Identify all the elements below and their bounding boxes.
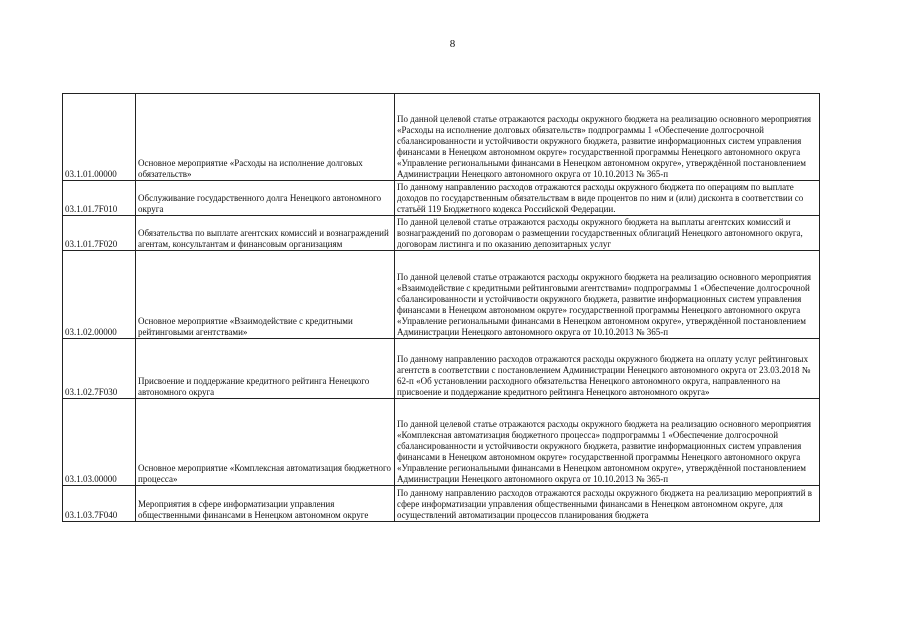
table-row bbox=[63, 486, 820, 522]
row-name: Обязательства по выплате агентских комиссий и вознаграждений агентам, консультантам и финансовым организациям bbox=[136, 216, 395, 251]
table-row bbox=[63, 339, 820, 399]
page-number: 8 bbox=[449, 38, 456, 50]
row-name: Основное мероприятие «Комплексная автоматизация бюджетного процесса» bbox=[136, 399, 395, 486]
row-description: По данной целевой статье отражаются расходы окружного бюджета на реализацию основного мероприятия «Комплексная автоматизация бюджетного процесса» подпрограммы 1 «Обеспечение долгосрочной сбалансированности и устойчивости окружного бюджета, развитие информационных систем управления финансами в Ненецком автономном округе» государственной программы Ненецкого автономного округа «Управление региональными финансами в Ненецком автономном округе», утверждённой постановлением Администрации Ненецкого автономного округа от 10.10.2013 № 365-п bbox=[395, 399, 820, 486]
row-description: По данной целевой статье отражаются расходы окружного бюджета на реализацию основного мероприятия «Взаимодействие с кредитными рейтинговыми агентствами» подпрограммы 1 «Обеспечение долгосрочной сбалансированности и устойчивости окружного бюджета, развитие информационных систем управления финансами в Ненецком автономном округе» государственной программы Ненецкого автономного округа «Управление региональными финансами в Ненецком автономном округе», утверждённой постановлением Администрации Ненецкого автономного округа от 10.10.2013 № 365-п bbox=[395, 251, 820, 339]
row-code: 03.1.02.7F030 bbox=[63, 339, 136, 399]
row-description: По данной целевой статье отражаются расходы окружного бюджета на выплаты агентских комиссий и вознаграждений по договорам о размещении государственных облигаций Ненецкого автономного округа, договорам листинга и по оказанию депозитарных услуг bbox=[395, 216, 820, 251]
table-row bbox=[63, 399, 820, 486]
row-description: По данному направлению расходов отражаются расходы окружного бюджета на реализацию мероприятий в сфере информатизации управления общественными финансами в Ненецком автономном округе, для осуществлений автоматизации процессов планирования бюджета bbox=[395, 486, 820, 522]
row-description: По данной целевой статье отражаются расходы окружного бюджета на реализацию основного мероприятия «Расходы на исполнение долговых обязательств» подпрограммы 1 «Обеспечение долгосрочной сбалансированности и устойчивости окружного бюджета, развитие информационных систем управления финансами в Ненецком автономном округе» государственной программы Ненецкого автономного округа «Управление региональными финансами в Ненецком автономном округе», утверждённой постановлением Администрации Ненецкого автономного округа от 10.10.2013 № 365-п bbox=[395, 94, 820, 181]
row-name: Присвоение и поддержание кредитного рейтинга Ненецкого автономного округа bbox=[136, 339, 395, 399]
row-code: 03.1.01.7F010 bbox=[63, 181, 136, 216]
row-code: 03.1.01.7F020 bbox=[63, 216, 136, 251]
budget-classification-table bbox=[62, 93, 820, 522]
row-name: Основное мероприятие «Расходы на исполнение долговых обязательств» bbox=[136, 94, 395, 181]
row-code: 03.1.03.00000 bbox=[63, 399, 136, 486]
table-row bbox=[63, 181, 820, 216]
row-description: По данному направлению расходов отражаются расходы окружного бюджета на оплату услуг рейтинговых агентств в соответствии с постановлением Администрации Ненецкого автономного округа от 23.03.2018 № 62-п «Об установлении расходного обязательства Ненецкого автономного округа, направленного на присвоение и поддержание кредитного рейтинга Ненецкого автономного округа» bbox=[395, 339, 820, 399]
table-row bbox=[63, 94, 820, 181]
row-code: 03.1.03.7F040 bbox=[63, 486, 136, 522]
table-row bbox=[63, 251, 820, 339]
row-code: 03.1.01.00000 bbox=[63, 94, 136, 181]
row-code: 03.1.02.00000 bbox=[63, 251, 136, 339]
row-name: Основное мероприятие «Взаимодействие с кредитными рейтинговыми агентствами» bbox=[136, 251, 395, 339]
row-name: Мероприятия в сфере информатизации управления общественными финансами в Ненецком автономном округе bbox=[136, 486, 395, 522]
row-description: По данному направлению расходов отражаются расходы окружного бюджета по операциям по выплате доходов по государственным обязательствам в виде процентов по ним и (или) дисконта в соответствии со статьёй 119 Бюджетного кодекса Российской Федерации. bbox=[395, 181, 820, 216]
row-name: Обслуживание государственного долга Ненецкого автономного округа bbox=[136, 181, 395, 216]
table-row bbox=[63, 216, 820, 251]
